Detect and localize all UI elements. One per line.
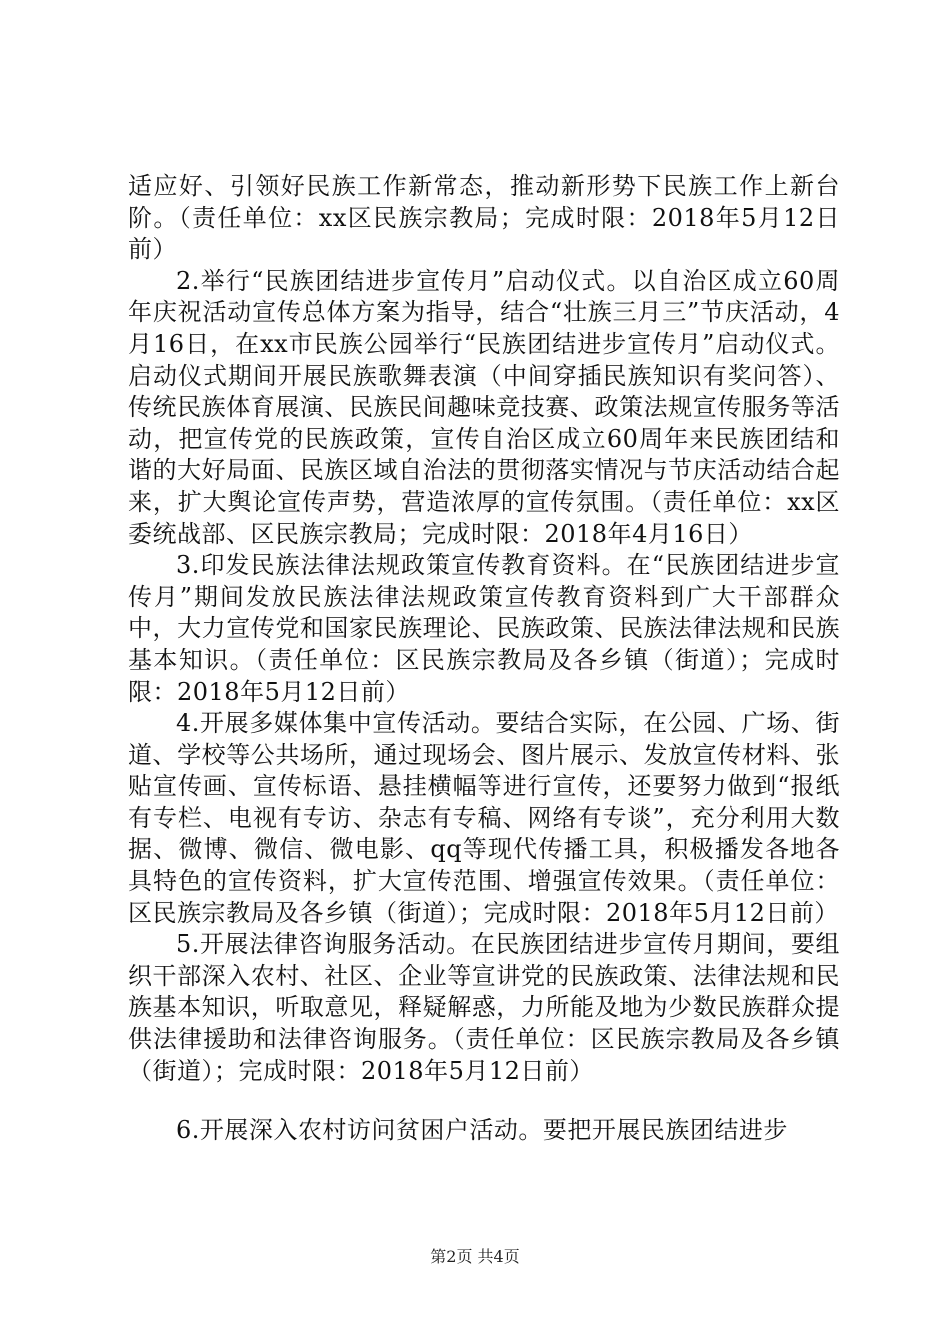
paragraph-item-5: 5.开展法律咨询服务活动。在民族团结进步宣传月期间，要组织干部深入农村、社区、企业等宣讲党的民族政策、法律法规和民族基本知识，听取意见，释疑解惑，力所能及地为少数民族群众提供法律援助和法律咨询服务。（责任单位：区民族宗教局及各乡镇（街道）；完成时限：2018年5月12日前） (128, 930, 840, 1085)
paragraph-item-4: 4.开展多媒体集中宣传活动。要结合实际，在公园、广场、街道、学校等公共场所，通过现场会、图片展示、发放宣传材料、张贴宣传画、宣传标语、悬挂横幅等进行宣传，还要努力做到“报纸有专栏、电视有专访、杂志有专稿、网络有专谈”，充分利用大数据、微博、微信、微电影、qq等现代传播工具，积极播发各地各具特色的宣传资料，扩大宣传范围、增强宣传效果。（责任单位：区民族宗教局及各乡镇（街道）；完成时限：2018年5月12日前） (128, 709, 840, 927)
paragraph-continuation: 适应好、引领好民族工作新常态，推动新形势下民族工作上新台阶。（责任单位：xx区民族宗教局；完成时限：2018年5月12日前） (128, 172, 840, 264)
paragraph-item-2: 2.举行“民族团结进步宣传月”启动仪式。以自治区成立60周年庆祝活动宣传总体方案为指导，结合“壮族三月三”节庆活动，4月16日，在xx市民族公园举行“民族团结进步宣传月”启动仪式。启动仪式期间开展民族歌舞表演（中间穿插民族知识有奖问答）、传统民族体育展演、民族民间趣味竞技赛、政策法规宣传服务等活动，把宣传党的民族政策，宣传自治区成立60周年来民族团结和谐的大好局面、民族区域自治法的贯彻落实情况与节庆活动结合起来，扩大舆论宣传声势，营造浓厚的宣传氛围。（责任单位：xx区委统战部、区民族宗教局；完成时限：2018年4月16日） (128, 266, 840, 548)
paragraph-item-6: 6.开展深入农村访问贫困户活动。要把开展民族团结进步 (176, 1116, 788, 1145)
page-footer: 第2页 共4页 (430, 1247, 520, 1266)
document-body (128, 171, 840, 1147)
paragraph-item-3: 3.印发民族法律法规政策宣传教育资料。在“民族团结进步宣传月”期间发放民族法律法规政策宣传教育资料到广大干部群众中，大力宣传党和国家民族理论、民族政策、民族法律法规和民族基本知识。（责任单位：区民族宗教局及各乡镇（街道）；完成时限：2018年5月12日前） (128, 551, 840, 706)
